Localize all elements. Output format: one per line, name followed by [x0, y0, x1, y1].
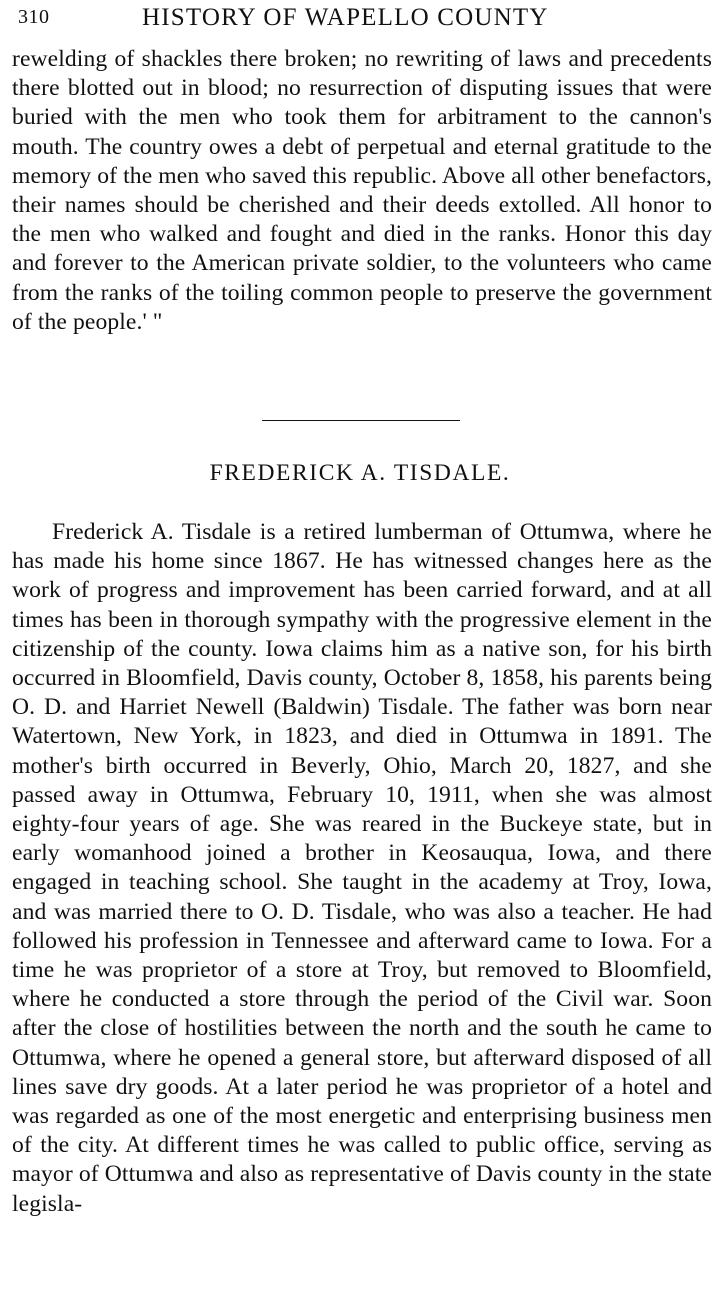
section-title: FREDERICK A. TISDALE. [209, 460, 511, 486]
page-number: 310 [18, 6, 50, 28]
running-header-title: HISTORY OF WAPELLO COUNTY [142, 4, 549, 31]
section-divider-rule [262, 420, 460, 421]
running-header [12, 4, 708, 34]
continued-paragraph: rewelding of shackles there broken; no rewriting of laws and precedents there blotted out in blood; no resurrection of disputing issues that were buried with the men who took them for arbitrament to the cannon's mouth. The country owes a debt of perpetual and eternal gratitude to the memory of the men who saved this republic. Above all other benefactors, their names should be cherished and their deeds extolled. All honor to the men who walked and fought and died in the ranks. Honor this day and forever to the American private soldier, to the volunteers who came from the ranks of the toiling common people to preserve the government of the people.' " [12, 46, 712, 335]
biography-paragraph: Frederick A. Tisdale is a retired lumberman of Ottumwa, where he has made his home since 1867. He has witnessed changes here as the work of progress and improvement has been carried forward, and at all times has been in thorough sympathy with the progressive element in the citizenship of the county. Iowa claims him as a native son, for his birth occurred in Bloomfield, Davis county, October 8, 1858, his parents being O. D. and Harriet Newell (Baldwin) Tisdale. The father was born near Watertown, New York, in 1823, and died in Ottumwa in 1891. The mother's birth occurred in Beverly, Ohio, March 20, 1827, and she passed away in Ottumwa, February 10, 1911, when she was almost eighty-four years of age. She was reared in the Buckeye state, but in early womanhood joined a brother in Keosauqua, Iowa, and there engaged in teaching school. She taught in the academy at Troy, Iowa, and was married there to O. D. Tisdale, who was also a teacher. He had followed his profession in Tennessee and afterward came to Iowa. For a time he was proprietor of a store at Troy, but removed to Bloomfield, where he conducted a store through the period of the Civil war. Soon after the close of hostilities between the north and the south he came to Ottumwa, where he opened a general store, but afterward disposed of all lines save dry goods. At a later period he was proprietor of a hotel and was regarded as one of the most energetic and enterprising business men of the city. At different times he was called to public office, serving as mayor of Ottumwa and also as representative of Davis county in the state legisla- [12, 519, 712, 1217]
